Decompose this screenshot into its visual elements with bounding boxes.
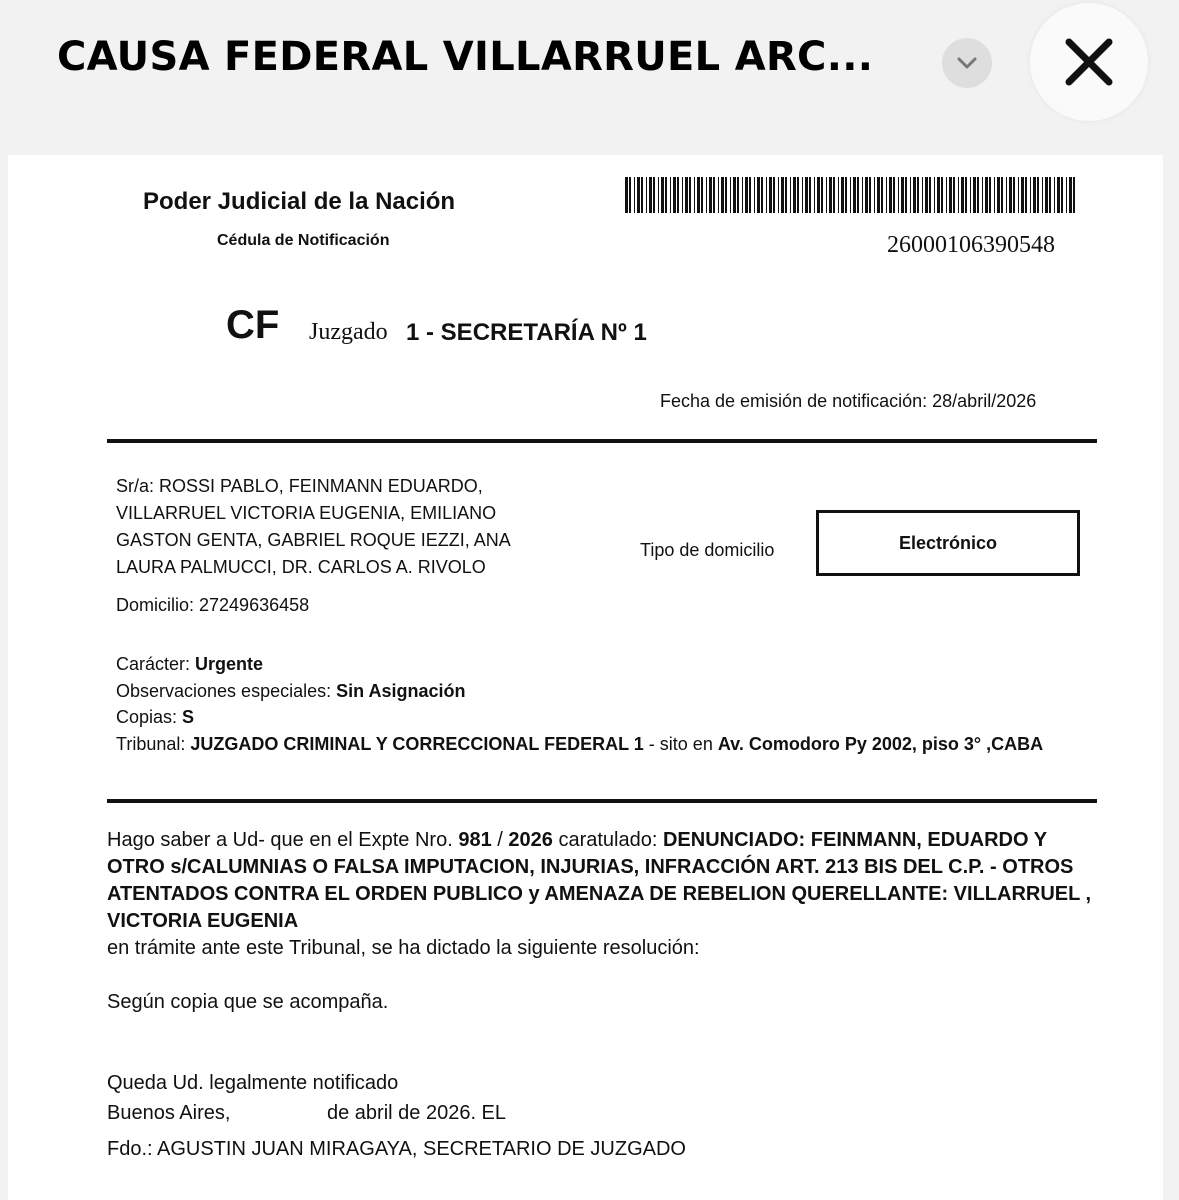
segun-copia: Según copia que se acompaña. [107, 991, 389, 1013]
jurisdiction-code: CF [226, 303, 280, 347]
expte-number: 981 [458, 829, 492, 851]
close-icon [1063, 36, 1115, 88]
close-button[interactable] [1030, 3, 1148, 121]
juzgado-label: Juzgado [309, 319, 388, 345]
court-header: Poder Judicial de la Nación [143, 188, 456, 215]
tribunal-value: JUZGADO CRIMINAL Y CORRECCIONAL FEDERAL 1 [190, 733, 644, 754]
document-page [8, 155, 1163, 1200]
tramite-text: en trámite ante este Tribunal, se ha dictado la siguiente resolución: [107, 937, 700, 959]
divider [107, 439, 1097, 443]
recipients: Sr/a: ROSSI PABLO, FEINMANN EDUARDO, VILLARRUEL VICTORIA EUGENIA, EMILIANO GASTON GENTA, GABRIEL ROQUE IEZZI, ANA LAURA PALMUCCI, DR. CARLOS A. RIVOLO [116, 476, 510, 577]
tipo-domicilio-value: Electrónico [898, 532, 998, 553]
queda-notificado: Queda Ud. legalmente notificado [107, 1072, 399, 1094]
document-type: Cédula de Notificación [217, 232, 390, 249]
barcode [625, 177, 1077, 213]
tipo-domicilio-label: Tipo de domicilio [640, 540, 775, 560]
tribunal-label: Tribunal: [116, 733, 186, 754]
barcode-number: 26000106390548 [887, 232, 1055, 258]
juzgado-value: 1 - SECRETARÍA Nº 1 [406, 319, 647, 346]
expte-year: 2026 [508, 829, 553, 851]
notification-body [107, 827, 1107, 962]
expand-title-button[interactable] [942, 38, 992, 88]
sito-value: Av. Comodoro Py 2002, piso 3° ,CABA [717, 733, 1044, 754]
observaciones-label: Observaciones especiales: [116, 680, 332, 701]
expte-separator: / [497, 829, 503, 851]
hago-saber: Hago saber a Ud- que en el Expte Nro. [107, 829, 453, 851]
sito-label: - sito en [648, 733, 713, 754]
firma: Fdo.: AGUSTIN JUAN MIRAGAYA, SECRETARIO DE JUZGADO [107, 1138, 686, 1160]
copias-value: S [182, 707, 195, 727]
buenos-aires: Buenos Aires, [107, 1102, 231, 1124]
caracter-label: Carácter: [116, 654, 191, 674]
emission-date: Fecha de emisión de notificación: 28/abril/2026 [660, 391, 1037, 411]
caracter-value: Urgente [195, 654, 264, 674]
observaciones-value: Sin Asignación [336, 680, 466, 701]
divider [107, 799, 1097, 803]
top-bar [0, 0, 1179, 155]
chevron-down-icon [956, 56, 978, 70]
notification-details [116, 651, 1076, 757]
domicilio: Domicilio: 27249636458 [116, 595, 310, 615]
fecha-pie: de abril de 2026. EL [327, 1102, 507, 1124]
caratula: DENUNCIADO: FEINMANN, EDUARDO Y OTRO s/CALUMNIAS O FALSA IMPUTACION, INJURIAS, INFRACCIÓN ART. 213 BIS DEL C.P. - OTROS ATENTADOS CONTRA EL ORDEN PUBLICO y AMENAZA DE REBELION QUERELLANTE: VILLARRUEL , VICTORIA EUGENIA [107, 829, 1092, 932]
document-title: CAUSA FEDERAL VILLARRUEL ARC... [57, 34, 874, 80]
tipo-domicilio-box [816, 510, 1080, 576]
caratulado-label: caratulado: [558, 829, 658, 851]
copias-label: Copias: [116, 707, 178, 727]
